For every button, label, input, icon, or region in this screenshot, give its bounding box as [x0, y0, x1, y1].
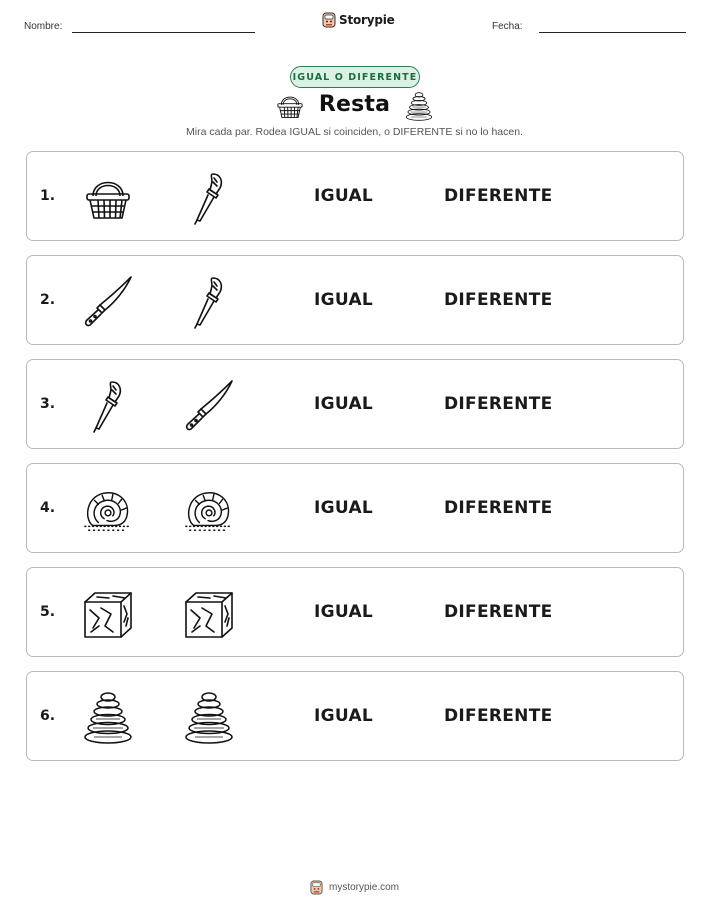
name-line[interactable]	[72, 32, 255, 33]
option-same[interactable]: IGUAL	[314, 394, 374, 414]
question-card	[26, 359, 684, 449]
title-row	[0, 89, 709, 125]
option-same[interactable]: IGUAL	[314, 498, 374, 518]
footer-site[interactable]: mystorypie.com	[328, 882, 399, 893]
question-number: 4.	[40, 500, 56, 516]
question-number: 1.	[40, 188, 56, 204]
option-same[interactable]: IGUAL	[314, 602, 374, 622]
question-number: 3.	[40, 396, 56, 412]
option-different[interactable]: DIFERENTE	[444, 186, 553, 206]
question-card	[26, 671, 684, 761]
dropper-icon	[182, 170, 236, 226]
option-same[interactable]: IGUAL	[314, 186, 374, 206]
brand-logo	[322, 12, 395, 28]
option-different[interactable]: DIFERENTE	[444, 394, 553, 414]
stone-block-icon	[81, 586, 135, 642]
option-same[interactable]: IGUAL	[314, 290, 374, 310]
option-different[interactable]: DIFERENTE	[444, 706, 553, 726]
snail-shell-icon	[182, 482, 236, 538]
option-different[interactable]: DIFERENTE	[444, 498, 553, 518]
question-number: 6.	[40, 708, 56, 724]
name-label: Nombre:	[24, 21, 63, 32]
question-number: 2.	[40, 292, 56, 308]
dropper-icon	[182, 274, 236, 330]
option-same[interactable]: IGUAL	[314, 706, 374, 726]
stone-block-icon	[182, 586, 236, 642]
footer	[0, 880, 709, 895]
question-card	[26, 151, 684, 241]
date-line[interactable]	[539, 32, 686, 33]
stacked-stones-icon	[182, 690, 236, 746]
page-title: Resta	[318, 92, 391, 117]
storypie-mascot-icon	[322, 12, 336, 28]
stacked-stones-icon	[81, 690, 135, 746]
question-number: 5.	[40, 604, 56, 620]
knife-icon	[182, 378, 236, 434]
snail-shell-icon	[81, 482, 135, 538]
date-label: Fecha:	[492, 21, 523, 32]
basket-icon	[81, 170, 135, 226]
stacked-stones-icon	[404, 91, 434, 122]
knife-icon	[81, 274, 135, 330]
question-card	[26, 463, 684, 553]
instructions: Mira cada par. Rodea IGUAL si coinciden, o DIFERENTE si no lo hacen.	[186, 126, 523, 138]
option-different[interactable]: DIFERENTE	[444, 602, 553, 622]
worksheet-type-badge: IGUAL O DIFERENTE	[290, 66, 420, 88]
option-different[interactable]: DIFERENTE	[444, 290, 553, 310]
question-card	[26, 567, 684, 657]
storypie-mascot-icon	[310, 880, 323, 895]
dropper-icon	[81, 378, 135, 434]
brand-name: Storypie	[339, 13, 395, 27]
question-card	[26, 255, 684, 345]
